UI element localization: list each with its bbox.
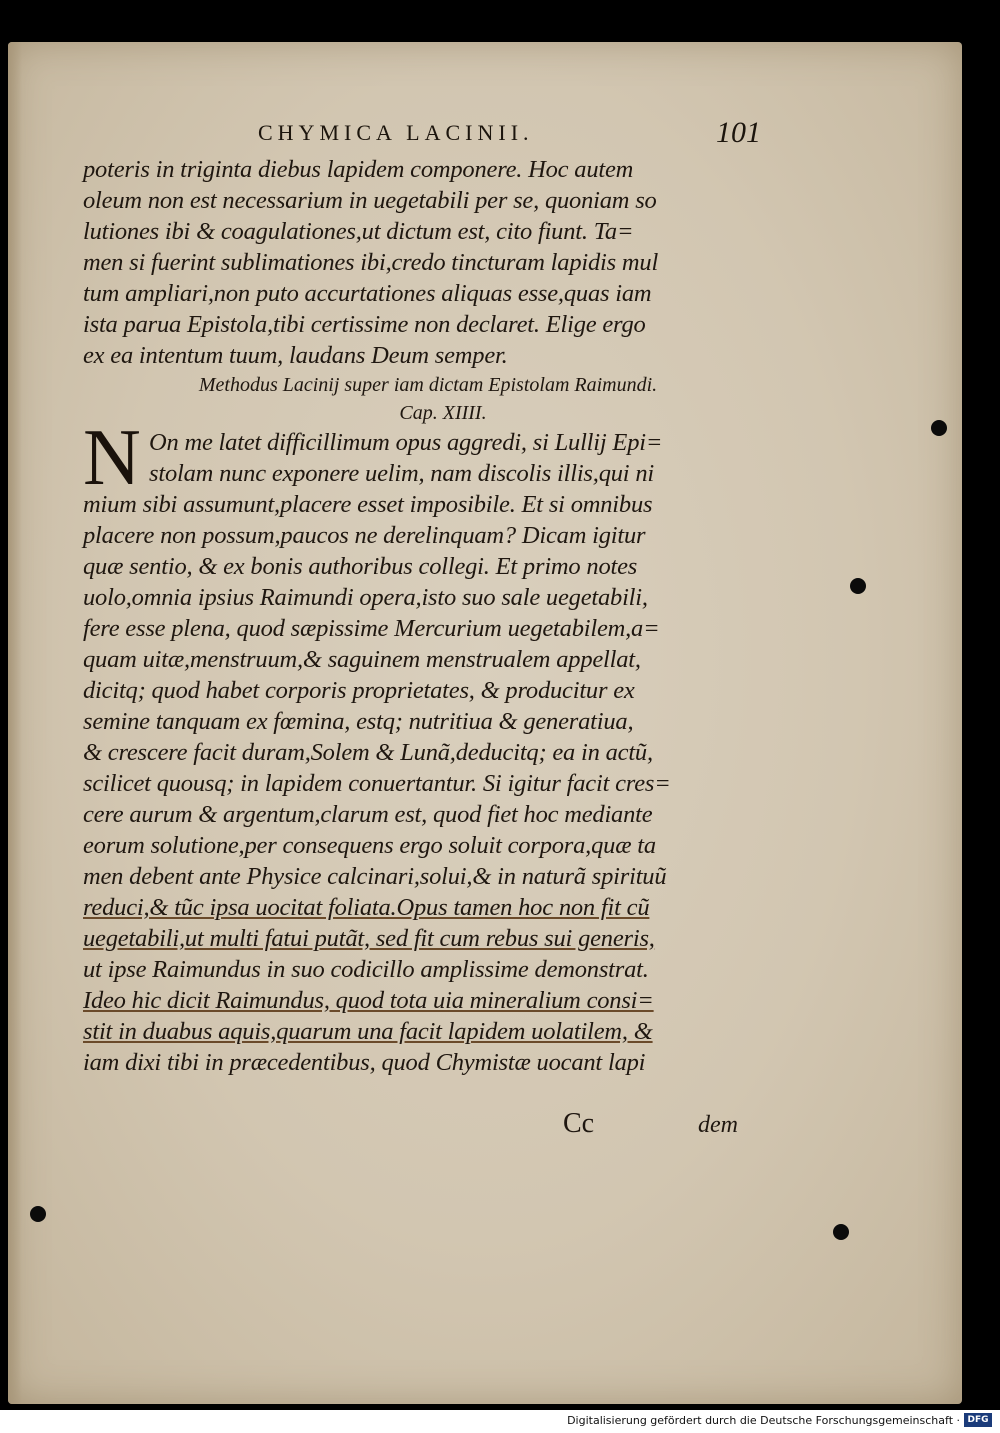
drop-cap: N	[83, 414, 141, 502]
chapter-label: Cap. XIIII.	[399, 402, 487, 424]
text-line: eorum solutione,per consequens ergo soluit corpora,quæ ta	[83, 832, 656, 859]
footer-credit: Digitalisierung gefördert durch die Deutsche Forschungsgemeinschaft ·	[567, 1414, 960, 1427]
text-line: iam dixi tibi in præcedentibus, quod Chymistæ uocant lapi	[83, 1049, 646, 1076]
body-text	[83, 154, 773, 1078]
signature-mark: Cc	[563, 1108, 595, 1139]
text-line: placere non possum,paucos ne derelinquam? Dicam igitur	[83, 522, 646, 549]
text-line: fere esse plena, quod sæpissime Mercurium uegetabilem,a=	[83, 615, 660, 642]
text-line: lutiones ibi & coagulationes,ut dictum est, cito fiunt. Ta=	[83, 218, 634, 245]
text-line: On me latet difficillimum opus aggredi, si Lullij Epi=	[149, 429, 663, 456]
text-line: men debent ante Physice calcinari,solui,& in naturã spirituũ	[83, 863, 667, 890]
text-line: & crescere facit duram,Solem & Lunã,deducitq; ea in actũ,	[83, 739, 653, 766]
text-line: ista parua Epistola,tibi certissime non declaret. Elige ergo	[83, 311, 646, 338]
text-line: ex ea intentum tuum, laudans Deum semper.	[83, 342, 508, 369]
binding-hole	[30, 1206, 46, 1222]
book-page	[8, 42, 962, 1404]
credit-bar	[0, 1410, 1000, 1433]
text-line: quæ sentio, & ex bonis authoribus collegi. Et primo notes	[83, 553, 638, 580]
text-line: men si fuerint sublimationes ibi,credo tincturam lapidis mul	[83, 249, 659, 276]
binding-hole	[850, 578, 866, 594]
page-number: 101	[716, 116, 761, 149]
running-head-title: CHYMICA LACINII.	[258, 120, 534, 145]
catchword: dem	[698, 1112, 738, 1138]
text-line: semine tanquam ex fœmina, estq; nutritiua & generatiua,	[83, 708, 634, 735]
text-line: dicitq; quod habet corporis proprietates, & producitur ex	[83, 677, 635, 704]
text-line: stolam nunc exponere uelim, nam discolis illis,qui ni	[149, 460, 654, 487]
text-line: tum ampliari,non puto accurtationes aliquas esse,quas iam	[83, 280, 652, 307]
binding-hole	[833, 1224, 849, 1240]
text-line-underlined: reduci,& tũc ipsa uocitat foliata.Opus tamen hoc non fit cũ	[83, 894, 650, 921]
text-line-underlined: uegetabili,ut multi fatui putãt, sed fit cum rebus sui generis,	[83, 925, 655, 952]
page-edge-shadow	[8, 42, 22, 1404]
dfg-logo: DFG	[964, 1413, 992, 1427]
text-line: poteris in triginta diebus lapidem componere. Hoc autem	[83, 156, 634, 183]
text-line: quam uitæ,menstruum,& saguinem menstrualem appellat,	[83, 646, 641, 673]
section-heading: Methodus Lacinij super iam dictam Epistolam Raimundi.	[198, 374, 658, 396]
text-line-underlined: Ideo hic dicit Raimundus, quod tota uia mineralium consi=	[83, 987, 654, 1014]
text-line: oleum non est necessarium in uegetabili per se, quoniam so	[83, 187, 657, 214]
text-line: scilicet quousq; in lapidem conuertantur. Si igitur facit cres=	[83, 770, 671, 797]
binding-hole	[931, 420, 947, 436]
page-footer	[8, 1108, 962, 1148]
paragraph-with-drop-cap	[83, 414, 773, 502]
text-line: cere aurum & argentum,clarum est, quod fiet hoc mediante	[83, 801, 653, 828]
text-line: ut ipse Raimundus in suo codicillo amplissime demonstrat.	[83, 956, 649, 983]
text-line-underlined: stit in duabus aquis,quarum una facit lapidem uolatilem, &	[83, 1018, 653, 1045]
text-line: mium sibi assumunt,placere esset imposibile. Et si omnibus	[83, 491, 653, 518]
text-line: uolo,omnia ipsius Raimundi opera,isto suo sale uegetabili,	[83, 584, 648, 611]
